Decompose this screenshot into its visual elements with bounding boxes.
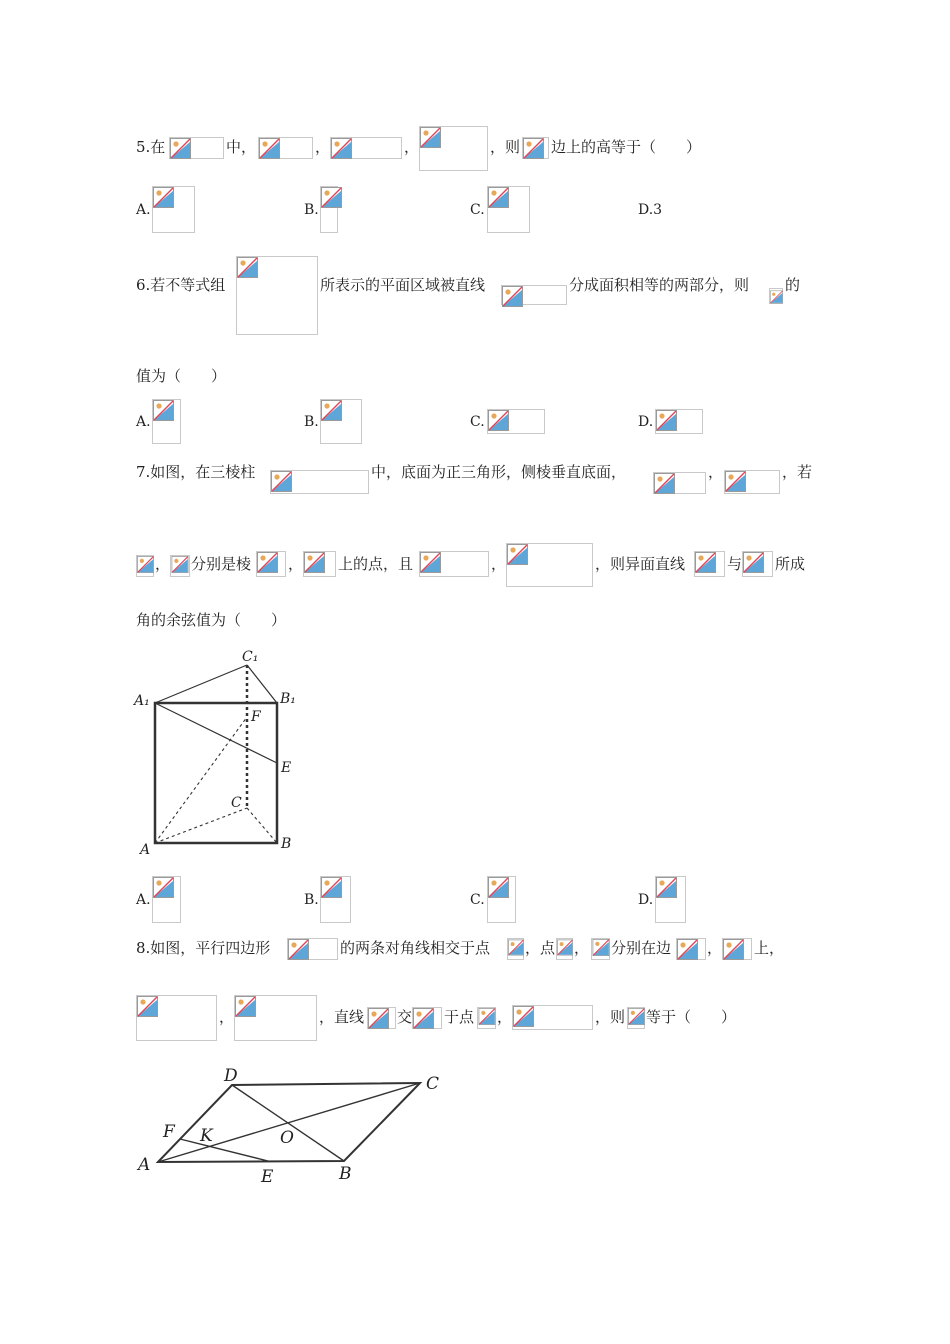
label-c: C bbox=[231, 795, 242, 811]
option-image bbox=[152, 876, 181, 923]
q6-option-b[interactable]: B. bbox=[304, 414, 319, 430]
q8-stem-start: 8.如图，平行四边形 bbox=[136, 939, 271, 957]
label-f: F bbox=[163, 1122, 175, 1142]
q5-text: ， bbox=[315, 138, 331, 156]
formula-image bbox=[522, 137, 549, 159]
label-b: B bbox=[339, 1164, 352, 1184]
broken-image-icon bbox=[656, 410, 677, 431]
q7-text: ， bbox=[708, 463, 724, 481]
broken-image-icon bbox=[137, 996, 158, 1017]
parallelogram-figure bbox=[130, 1060, 450, 1190]
formula-image bbox=[170, 555, 190, 577]
option-image bbox=[487, 186, 530, 233]
option-image bbox=[152, 399, 181, 444]
option-image bbox=[152, 186, 195, 233]
q7-text: 上的点，且 bbox=[338, 555, 414, 573]
q6-stem-start: 6.若不等式组 bbox=[136, 276, 226, 294]
q6-text: 的 bbox=[785, 276, 801, 294]
q6-text: 分成面积相等的两部分，则 bbox=[569, 276, 750, 294]
q5-option-b[interactable]: B. bbox=[304, 202, 319, 218]
formula-image bbox=[477, 1007, 496, 1029]
formula-image bbox=[256, 551, 286, 577]
q5-text: 边上的高等于（ ） bbox=[551, 138, 702, 156]
q6-option-a[interactable]: A. bbox=[136, 414, 151, 430]
q6-option-c[interactable]: C. bbox=[470, 414, 485, 430]
label-a: A bbox=[140, 842, 151, 858]
broken-image-icon bbox=[137, 556, 154, 573]
broken-image-icon bbox=[502, 286, 523, 307]
broken-image-icon bbox=[656, 877, 677, 898]
formula-image bbox=[507, 938, 524, 960]
broken-image-icon bbox=[259, 138, 280, 159]
q8-text: ， bbox=[497, 1008, 513, 1026]
segment-a-f-hidden bbox=[155, 717, 247, 843]
q8-text: ，点 bbox=[525, 939, 556, 957]
edge-a-c-hidden bbox=[155, 808, 247, 843]
broken-image-icon bbox=[695, 552, 716, 573]
q8-text: 交 bbox=[397, 1008, 413, 1026]
formula-image bbox=[591, 938, 610, 960]
broken-image-icon bbox=[725, 471, 746, 492]
q5-text: ， bbox=[404, 138, 420, 156]
broken-image-icon bbox=[770, 289, 783, 303]
broken-image-icon bbox=[321, 877, 342, 898]
q5-stem-start: 5.在 bbox=[136, 138, 166, 156]
broken-image-icon bbox=[153, 400, 174, 421]
formula-image bbox=[556, 938, 573, 960]
broken-image-icon bbox=[523, 138, 544, 159]
broken-image-icon bbox=[331, 138, 352, 159]
q6-option-d[interactable]: D. bbox=[638, 414, 654, 430]
q7-option-d[interactable]: D. bbox=[638, 892, 654, 908]
formula-image bbox=[169, 137, 224, 159]
edge-c1-b1 bbox=[247, 665, 277, 703]
q7-option-a[interactable]: A. bbox=[136, 892, 151, 908]
formula-image bbox=[501, 285, 567, 305]
formula-image bbox=[724, 470, 780, 494]
broken-image-icon bbox=[304, 552, 325, 573]
broken-image-icon bbox=[508, 939, 524, 956]
broken-image-icon bbox=[723, 939, 744, 960]
formula-image bbox=[694, 551, 725, 577]
q7-text: 角的余弦值为（ ） bbox=[136, 611, 287, 629]
q7-option-c[interactable]: C. bbox=[470, 892, 485, 908]
broken-image-icon bbox=[368, 1008, 389, 1029]
broken-image-icon bbox=[507, 544, 528, 565]
broken-image-icon bbox=[488, 877, 509, 898]
label-c: C bbox=[426, 1074, 440, 1094]
formula-image bbox=[722, 938, 752, 960]
option-image bbox=[487, 409, 545, 434]
formula-image bbox=[506, 543, 593, 587]
q5-option-d[interactable]: D.3 bbox=[638, 202, 663, 218]
q6-text: 值为（ ） bbox=[136, 367, 227, 385]
q7-text: ，则异面直线 bbox=[595, 555, 686, 573]
label-a: A bbox=[138, 1155, 151, 1175]
broken-image-icon bbox=[153, 877, 174, 898]
broken-image-icon bbox=[170, 138, 191, 159]
formula-image bbox=[412, 1007, 442, 1029]
formula-image bbox=[270, 470, 369, 494]
broken-image-icon bbox=[743, 552, 764, 573]
broken-image-icon bbox=[271, 471, 292, 492]
formula-image bbox=[234, 995, 317, 1041]
q8-text: ， bbox=[574, 939, 590, 957]
q7-stem-start: 7.如图，在三棱柱 bbox=[136, 463, 256, 481]
q5-text: 中， bbox=[226, 138, 257, 156]
broken-image-icon bbox=[478, 1008, 496, 1025]
option-image bbox=[320, 876, 351, 923]
q5-option-c[interactable]: C. bbox=[470, 202, 485, 218]
formula-image bbox=[287, 938, 338, 960]
formula-image bbox=[303, 551, 336, 577]
broken-image-icon bbox=[257, 552, 278, 573]
broken-image-icon bbox=[677, 939, 698, 960]
q7-text: 所成 bbox=[775, 555, 806, 573]
q8-text: ，直线 bbox=[319, 1008, 365, 1026]
formula-image bbox=[627, 1007, 645, 1029]
option-image bbox=[655, 409, 703, 434]
formula-image bbox=[136, 995, 217, 1041]
option-image bbox=[320, 186, 338, 233]
q8-text: 上， bbox=[754, 939, 785, 957]
q8-text: 的两条对角线相交于点 bbox=[340, 939, 491, 957]
broken-image-icon bbox=[235, 996, 256, 1017]
label-d: D bbox=[224, 1066, 238, 1086]
formula-image bbox=[769, 288, 783, 304]
broken-image-icon bbox=[488, 410, 509, 431]
broken-image-icon bbox=[420, 127, 441, 148]
q7-option-b[interactable]: B. bbox=[304, 892, 319, 908]
broken-image-icon bbox=[654, 473, 675, 494]
label-k: K bbox=[200, 1126, 213, 1146]
formula-image bbox=[330, 137, 402, 159]
formula-image bbox=[419, 126, 488, 171]
label-o: O bbox=[280, 1128, 294, 1148]
formula-image bbox=[419, 551, 489, 577]
q7-text: ， bbox=[155, 555, 171, 573]
q8-text: 分别在边 bbox=[611, 939, 672, 957]
formula-image bbox=[136, 555, 154, 577]
formula-image bbox=[512, 1005, 593, 1030]
broken-image-icon bbox=[321, 187, 342, 208]
broken-image-icon bbox=[171, 556, 189, 573]
formula-image bbox=[653, 472, 706, 494]
formula-image bbox=[236, 256, 318, 335]
prism-figure bbox=[130, 645, 310, 860]
broken-image-icon bbox=[153, 187, 174, 208]
label-e: E bbox=[281, 760, 292, 776]
label-e: E bbox=[261, 1167, 274, 1187]
q5-option-a[interactable]: A. bbox=[136, 202, 151, 218]
edge-c-b-hidden bbox=[247, 808, 277, 843]
broken-image-icon bbox=[488, 187, 509, 208]
broken-image-icon bbox=[288, 939, 309, 960]
label-c1: C₁ bbox=[242, 649, 259, 665]
q7-text: 与 bbox=[727, 555, 743, 573]
formula-image bbox=[258, 137, 313, 159]
label-a1: A₁ bbox=[134, 693, 150, 709]
q7-text: 中，底面为正三角形，侧棱垂直底面， bbox=[371, 463, 627, 481]
q8-text: 于点 bbox=[444, 1008, 475, 1026]
broken-image-icon bbox=[237, 257, 258, 278]
label-b1: B₁ bbox=[280, 691, 296, 707]
option-image bbox=[655, 876, 686, 923]
option-image bbox=[320, 399, 362, 444]
broken-image-icon bbox=[628, 1008, 645, 1025]
edge-a1-c1 bbox=[155, 665, 247, 703]
q6-text: 所表示的平面区域被直线 bbox=[320, 276, 486, 294]
broken-image-icon bbox=[557, 939, 573, 956]
broken-image-icon bbox=[321, 400, 342, 421]
formula-image bbox=[742, 551, 773, 577]
q7-text: ，若 bbox=[782, 463, 813, 481]
diagonal-bd bbox=[232, 1085, 344, 1161]
q7-text: 分别是棱 bbox=[191, 555, 252, 573]
broken-image-icon bbox=[420, 552, 441, 573]
broken-image-icon bbox=[592, 939, 610, 956]
q8-text: ， bbox=[707, 939, 723, 957]
option-image bbox=[487, 876, 516, 923]
q7-text: ， bbox=[491, 555, 507, 573]
broken-image-icon bbox=[513, 1006, 534, 1027]
label-b: B bbox=[281, 836, 292, 852]
formula-image bbox=[676, 938, 706, 960]
broken-image-icon bbox=[413, 1008, 434, 1029]
q7-text: ， bbox=[288, 555, 304, 573]
q8-text: 等于（ ） bbox=[646, 1008, 737, 1026]
label-f: F bbox=[251, 709, 261, 725]
q8-text: ，则 bbox=[595, 1008, 626, 1026]
q8-text: ， bbox=[219, 1008, 235, 1026]
formula-image bbox=[367, 1007, 396, 1029]
q5-text: ，则 bbox=[490, 138, 521, 156]
